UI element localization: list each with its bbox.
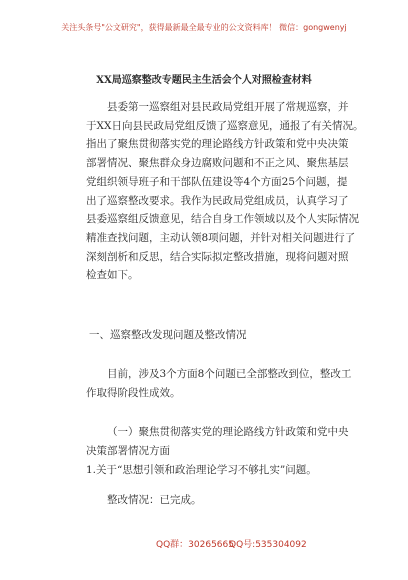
- section-heading: [86, 326, 348, 345]
- text-line: 目前，涉及3个方面8个问题已全部整改到位，整改工: [107, 368, 352, 380]
- text-line: 部署情况、聚焦群众身边腐败问题和不正之风、聚焦基层: [86, 157, 349, 170]
- subsection-heading: [86, 423, 348, 460]
- text-line: 指出了聚焦贯彻落实党的理论路线方针政策和党中央决策: [86, 138, 349, 151]
- footer-qq: QQ号:535304092: [229, 540, 307, 550]
- item-line: [86, 461, 348, 480]
- text-line: 检查如下。: [86, 269, 139, 282]
- document-title: XX局巡察整改专题民主生活会个人对照检查材料: [96, 75, 312, 86]
- text-line: 出了巡察整改要求。我作为民政局党组成员，认真学习了: [86, 194, 349, 207]
- section-paragraph: [86, 365, 352, 402]
- text-line: 县委巡察组反馈意见，结合自身工作领域以及个人实际情况: [86, 213, 359, 226]
- text-line: 整改情况：已完成。: [107, 494, 202, 506]
- text-line: 作取得阶段性成效。: [86, 386, 181, 399]
- text-line: 决策部署情况方面: [86, 444, 170, 457]
- text-line: 深刻剖析和反思，结合实际拟定整改措施，现将问题对照: [86, 250, 349, 263]
- text-line: 县委第一巡察组对县民政局党组开展了常规巡察，并: [107, 101, 349, 113]
- text-line: （一）聚焦贯彻落实党的理论路线方针政策和党中央: [107, 426, 349, 438]
- header-banner: 关注头条号"公文研究"，获得最新最全最专业的公文资料库！ 微信：gongwenyj: [61, 23, 347, 32]
- status-line: [86, 491, 348, 510]
- text-line: 精准查找问题，主动认领8项问题，并针对相关问题进行了: [86, 231, 356, 244]
- intro-paragraph: [86, 98, 364, 285]
- footer-qq-group: QQ群：30265665: [156, 540, 234, 550]
- text-line: 一、巡察整改发现问题及整改情况: [89, 329, 247, 341]
- text-line: 于XX日向县民政局党组反馈了巡察意见，通报了有关情况。: [86, 119, 364, 132]
- text-line: 党组织领导班子和干部队伍建设等4个方面25个问题，提: [86, 175, 348, 188]
- text-line: 1.关于“思想引领和政治理论学习不够扎实”问题。: [86, 464, 317, 476]
